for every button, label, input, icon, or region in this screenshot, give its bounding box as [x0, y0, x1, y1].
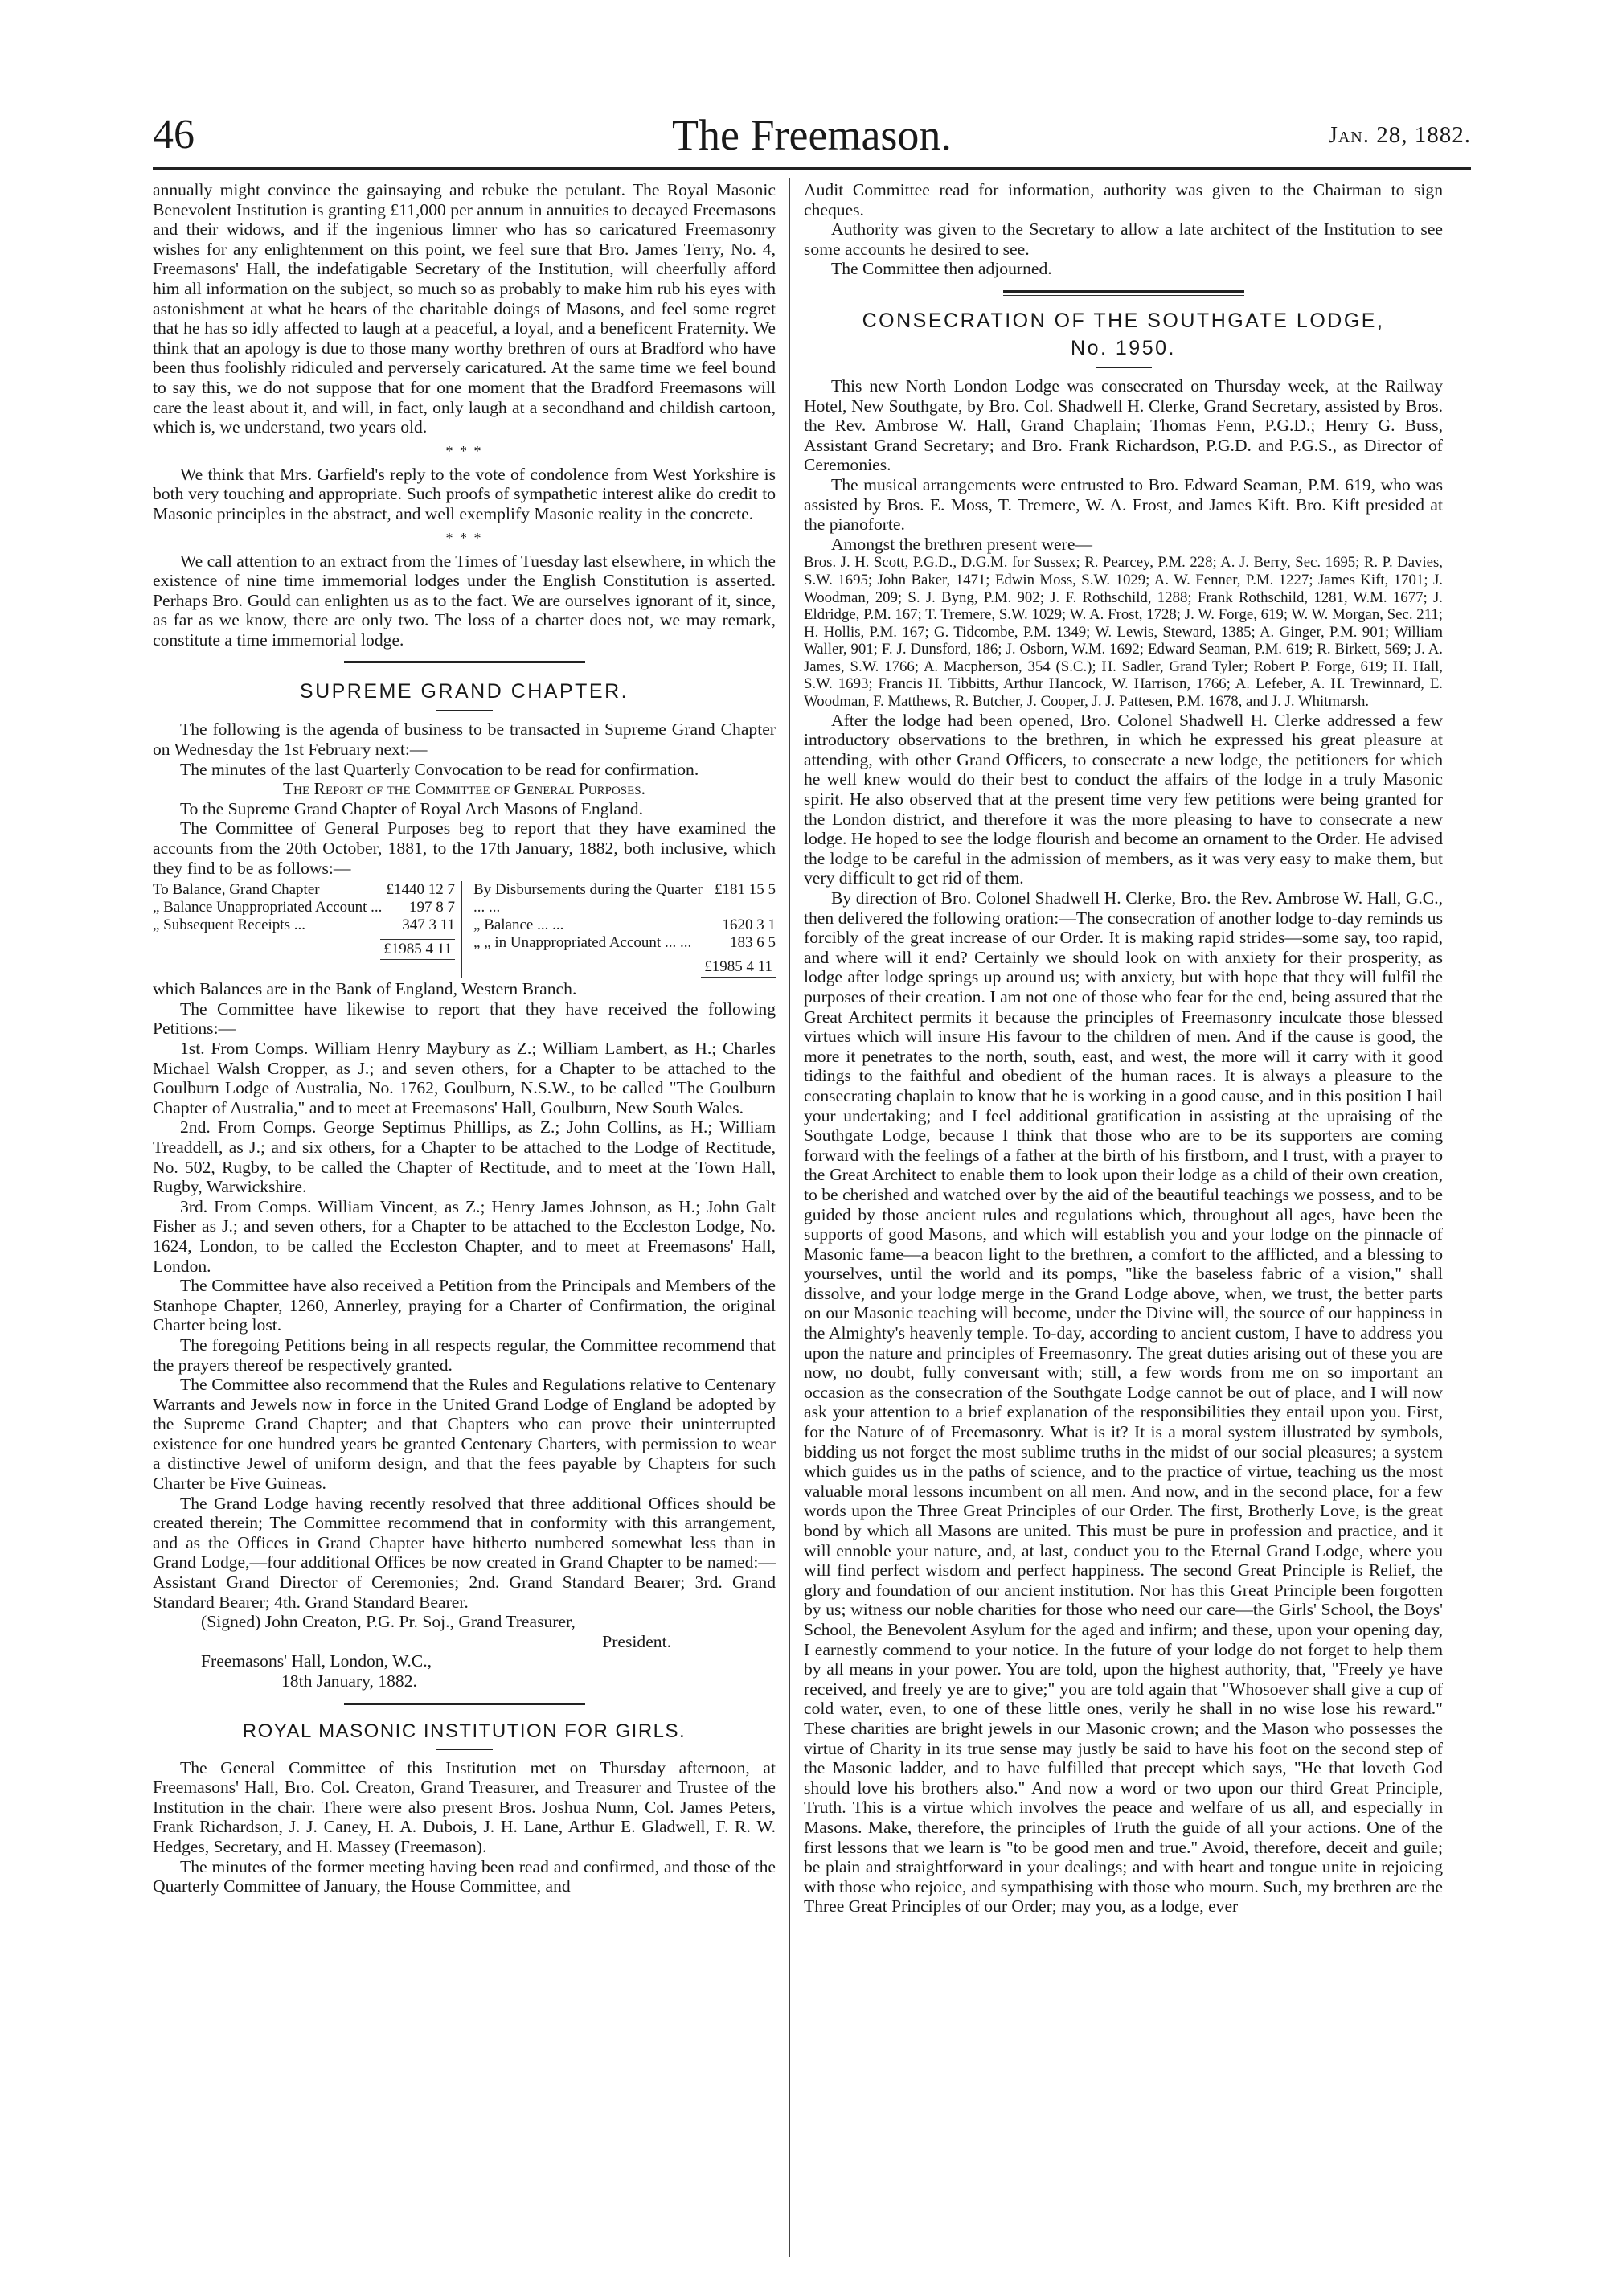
article-paragraph: Authority was given to the Secretary to allow a late architect of the Institution to see some accounts he desired to see.	[804, 219, 1443, 259]
article-paragraph: The Committee have also received a Petition from the Principals and Members of the Stanhope Chapter, 1260, Annerley, praying for a Charter of Confirmation, the original Charter being lost.	[153, 1276, 776, 1335]
signature-line: Freemasons' Hall, London, W.C.,	[201, 1651, 432, 1671]
article-paragraph: The musical arrangements were entrusted to Bro. Edward Seaman, P.M. 619, who was assisted by Bros. E. Moss, T. Tremere, W. A. Frost, and James Kift. Bro. Kift presided at the pianoforte.	[804, 474, 1443, 535]
signature-line: President.	[602, 1631, 671, 1651]
article-paragraph: The foregoing Petitions being in all respects regular, the Committee recommend that the prayers thereof be respectively granted.	[153, 1335, 776, 1375]
article-paragraph: To the Supreme Grand Chapter of Royal Arch Masons of England.	[180, 798, 643, 818]
accounts-total: £1985 4 11	[153, 939, 455, 960]
heading-rule	[344, 1703, 585, 1708]
article-paragraph: The minutes of the last Quarterly Convocation to be read for confirmation.	[180, 759, 699, 779]
accounts-row: To Balance, Grand Chapter £1440 12 7	[153, 881, 455, 899]
signature-block	[153, 1612, 776, 1691]
accounts-row: „ „ in Unappropriated Account ... ... 183 6 5	[473, 934, 776, 952]
report-title: The Report of the Committee of General Purposes.	[282, 779, 646, 799]
left-column	[153, 180, 776, 2262]
signature-line: (Signed) John Creaton, P.G. Pr. Soj., Grand Treasurer,	[201, 1612, 576, 1632]
accounts-row: By Disbursements during the Quarter ... ... £181 15 5	[473, 881, 776, 916]
column-divider	[789, 178, 790, 2257]
article-paragraph: annually might convince the gainsaying and rebuke the petulant. The Royal Masonic Benevolent Institution is granting £11,000 per annum in annuities to decayed Freemasons and their widows, and if the ingenious limner who has so caricatured Freemasonry wishes for any enlightenment on this point, we feel sure that Bro. James Terry, No. 4, Freemasons' Hall, the indefatigable Secretary of the Institution, will cheerfully afford him all information on the subject, so much so as probably to make him rub his eyes with astonishment at what he hears of the charitable doings of Masons, and feel some regret that he has so idly affected to laugh at a peaceful, a loyal, and a beneficent Fraternity. We think that an apology is due to those many worthy brethren of ours at Bradford who have been thus foolishly ridiculed and perversely caricatured. At the same time we feel bound to say this, we do not suppose that for one moment that the Bradford Freemasons will care the least about it, and will, in fact, only laugh at a secondhand and childish cartoon, which is, we understand, two years old.	[153, 180, 776, 437]
signature-line: 18th January, 1882.	[281, 1671, 417, 1691]
accounts-row: „ Balance ... ... 1620 3 1	[473, 916, 776, 934]
heading-consecration-southgate: CONSECRATION OF THE SOUTHGATE LODGE,	[862, 309, 1385, 332]
publication-title: The Freemason.	[672, 111, 952, 159]
masthead	[153, 111, 1471, 167]
petition-paragraph: 2nd. From Comps. George Septimus Phillips, as Z.; John Collins, as H.; William Treaddell, as J.; and six others, for a Chapter to be attached to the Lodge of Rectitude, No. 502, Rugby, to be called the Chapter of Rectitude, and to meet at the Town Hall, Rugby, Warwickshire.	[153, 1117, 776, 1197]
heading-royal-masonic-institution-girls: ROYAL MASONIC INSTITUTION FOR GIRLS.	[242, 1720, 686, 1742]
heading-underline	[436, 710, 493, 711]
accounts-total: £1985 4 11	[473, 957, 776, 978]
masthead-rule	[153, 167, 1471, 170]
accounts-disbursements	[462, 881, 776, 978]
accounts-row: „ Balance Unappropriated Account ... 197 8 7	[153, 899, 455, 916]
article-paragraph: The Committee also recommend that the Rules and Regulations relative to Centenary Warrants and Jewels now in force in the United Grand Lodge of England be adopted by the Supreme Grand Chapter; and that Chapters who can prove their uninterrupted existence for one hundred years be granted Centenary Charters, with permission to wear a distinctive Jewel of uniform design, and that the fees payable by Chapters for such Charter be Five Guineas.	[153, 1375, 776, 1494]
petition-paragraph: 3rd. From Comps. William Vincent, as Z.; Henry James Johnson, as H.; John Galt Fisher as J.; and seven others, for a Chapter to be attached to the Eccleston Lodge, No. 1624, London, to be called the Eccleston Chapter, and to meet at Freemasons' Hall, London.	[153, 1196, 776, 1276]
heading-rule	[344, 661, 585, 666]
accounts-receipts	[153, 881, 462, 978]
heading-underline	[1096, 367, 1152, 368]
article-paragraph: The Committee have likewise to report that they have received the following Petitions:—	[153, 998, 776, 1039]
article-paragraph: which Balances are in the Bank of England, Western Branch.	[153, 979, 577, 999]
section-stars: * * *	[445, 529, 483, 546]
page-number: 46	[153, 112, 195, 158]
issue-date: Jan. 28, 1882.	[1328, 122, 1471, 148]
section-stars: * * *	[445, 442, 483, 459]
article-paragraph: The Committee of General Purposes beg to report that they have examined the accounts from the 20th October, 1881, to the 17th January, 1882, both inclusive, which they find to be as follows:—	[153, 818, 776, 878]
article-paragraph: The Committee then adjourned.	[831, 259, 1052, 279]
accounts-table	[153, 881, 776, 978]
attendees-list: Bros. J. H. Scott, P.G.D., D.G.M. for Sussex; R. Pearcey, P.M. 228; A. J. Berry, Sec. 1695; R. P. Davies, S.W. 1695; John Baker, 1471; Edwin Moss, S.W. 1029; A. W. Fenner, P.M. 1227; James Kift, 1701; J. Woodman, 209; S. J. Byng, P.M. 902; J. F. Rothschild, 1288; Frank Rothschild, 1281, W.M. 1677; J. Eldridge, P.M. 167; T. Tremere, S.W. 1029; W. A. Frost, 1728; J. W. Forge, 619; W. W. Morgan, Sec. 211; H. Hollis, P.M. 167; G. Tidcombe, P.M. 1349; W. Lewis, Steward, 1385; A. Ginger, P.M. 901; William Waller, 901; F. J. Dunsford, 186; J. Osborn, W.M. 1692; Edward Seaman, P.M. 619; R. Birkett, 569; J. A. James, S.W. 1766; A. Macpherson, 354 (S.C.); H. Sadler, Grand Tyler; Robert P. Forge, 619; H. Hall, S.W. 1693; Francis H. Tibbitts, Arthur Hancock, W. Harrison, 1766; A. Lefeber, A. H. Trewinnard, E. Woodman, F. Matthews, R. Butcher, J. Cooper, J. J. Pattesen, P.M. 1678, and J. J. Whitmarsh.	[804, 554, 1443, 711]
article-paragraph: Amongst the brethren present were—	[831, 534, 1093, 554]
heading-supreme-grand-chapter: SUPREME GRAND CHAPTER.	[299, 680, 629, 703]
article-paragraph: We call attention to an extract from the Times of Tuesday last elsewhere, in which the existence of nine time immemorial lodges under the English Constitution is asserted. Perhaps Bro. Gould can enlighten us as to the fact. We are ourselves ignorant of it, since, as far as we know, there are only two. The loss of a charter does not, we may remark, constitute a time immemorial lodge.	[153, 551, 776, 650]
article-paragraph: The following is the agenda of business to be transacted in Supreme Grand Chapter on Wednesday the 1st February next:—	[153, 720, 776, 760]
article-paragraph: This new North London Lodge was consecrated on Thursday week, at the Railway Hotel, New Southgate, by Bro. Col. Shadwell H. Clerke, Grand Secretary, assisted by Bros. the Rev. Ambrose W. Hall, Grand Chaplain; Thomas Fenn, P.G.D.; Henry G. Buss, Assistant Grand Secretary; and Bro. Frank Richardson, P.G.D. and P.G.S., as Director of Ceremonies.	[804, 375, 1443, 475]
article-paragraph: The General Committee of this Institution met on Thursday afternoon, at Freemasons' Hall, Bro. Col. Creaton, Grand Treasurer, and Treasurer and Trustee of the Institution in the chair. There were also present Bros. Joshua Nunn, Col. James Peters, Frank Richardson, J. J. Caney, H. A. Dubois, J. H. Lane, Arthur E. Gladwell, F. R. W. Hedges, Secretary, and H. Massey (Freemason).	[153, 1757, 776, 1856]
article-paragraph: We think that Mrs. Garfield's reply to the vote of condolence from West Yorkshire is both very touching and appropriate. Such proofs of sympathetic interest alike do credit to Masonic principles in the abstract, and well exemplify Masonic reality in the concrete.	[153, 464, 776, 523]
article-paragraph: After the lodge had been opened, Bro. Colonel Shadwell H. Clerke addressed a few introductory observations to the brethren, in which he expressed his great pleasure at attending, with other Grand Officers, to consecrate a new lodge, the petitioners for which he well knew would do their best to conduct the affairs of the lodge in a truly Masonic spirit. He also observed that at the present time very few petitions were being granted for the London district, and therefore it was the more pleasing to have to consecrate a new lodge. He hoped to see the lodge flourish and become an ornament to the Order. He advised the lodge to be careful in the admission of members, as it was very easy to make them, but very difficult to get rid of them.	[804, 710, 1443, 888]
article-paragraph: The Grand Lodge having recently resolved that three additional Offices should be created therein; The Committee recommend that in conformity with this arrangement, and as the Offices in Grand Chapter have hitherto numbered somewhat less than in Grand Lodge,—four additional Offices be now created in Grand Chapter to be named:—Assistant Grand Director of Ceremonies; 2nd. Grand Standard Bearer; 3rd. Grand Standard Bearer; 4th. Grand Standard Bearer.	[153, 1493, 776, 1612]
heading-underline	[436, 1749, 493, 1750]
article-paragraph: Audit Committee read for information, authority was given to the Chairman to sign cheques.	[804, 180, 1443, 219]
heading-lodge-number: No. 1950.	[1071, 336, 1176, 359]
article-paragraph: The minutes of the former meeting having been read and confirmed, and those of the Quarterly Committee of January, the House Committee, and	[153, 1856, 776, 1896]
heading-rule	[1003, 290, 1244, 296]
accounts-row: „ Subsequent Receipts ... 347 3 11	[153, 916, 455, 934]
oration-paragraph: By direction of Bro. Colonel Shadwell H. Clerke, Bro. the Rev. Ambrose W. Hall, G.C., then delivered the following oration:—The consecration of another lodge to-day reminds us forcibly of the great increase of our Order. It is making rapid strides—some say, too rapid, and where will it end? Certainly we should look on with anxiety for their prosperity, as lodge after lodge springs up around us; with anxiety, but with hope that they will fulfil the purposes of their creation. I am not one of those who fear for the end, being assured that the Great Architect permits it because the principles of Freemasonry inculcate those blessed virtues which will insure His favour to the children of men. And if the cause is good, the more it penetrates to the north, south, east, and west, the more will it carry with it good tidings to the faithful and obedient of the human races. It is always a pleasure to the consecrating chaplain to know that he is working in a good cause, and in this position I hail your undertaking; and I feel additional gratification in assisting at the upraising of the Southgate Lodge, because I think that those who are to be its supporters are coming forward with the feelings of a father at the birth of his firstborn, and I trust, with a prayer to the Great Architect to enable them to look upon their lodge as a child of their own creation, to be cherished and watched over by the aid of the beautiful teachings we possess, and to be guided by those ancient rules and regulations which, throughout all ages, have been the supports of good Masons, and which will establish you and your lodge on the pinnacle of Masonic fame—a beacon light to the brethren, a comfort to the afflicted, and a blessing to yourselves, until the world and its pomps, "like the baseless fabric of a vision," shall dissolve, and your lodge merge in the Grand Lodge above, when, we trust, the better parts on our Masonic teaching will become, under the Divine will, the source of our happiness in the Almighty's heavenly temple. To-day, according to ancient custom, I have to address you upon the nature and principles of Freemasonry. The great duties arising out of these you are now, no doubt, fully conversant with; still, a few words from me on so important an occasion as the consecration of the Southgate Lodge cannot be out of place, and I will now ask your attention to a brief explanation of the responsibilities they entail upon you. First, for the Nature of of Freemasonry. What is it? It is a moral system illustrated by symbols, bidding us not forget the most sublime truths in the midst of our social pleasures; a system which guides us in the paths of science, and to the practice of virtue, teaching us the most valuable moral lessons incumbent on all men. And now, and in the second place, for a few words upon the Three Great Principles of our Order. The first, Brotherly Love, is the great bond by which all Masons are united. This must be pure in profession and practice, and it will ennoble your nature, and, at last, conduct you to the Eternal Grand Lodge, where you will find perfect wisdom and perfect happiness. The second Great Principle is Relief, the glory and foundation of our ancient institution. Nor has this Great Principle been forgotten by us; witness our noble charities for those who need our care—the Girls' School, the Boys' School, the Benevolent Asylum for the aged and infirm; and these, upon your opening day, I earnestly commend to your notice. In the future of your lodge do not forget to help them by all means in your power. You are told, upon the highest authority, that, "Freely ye have received, and freely ye are to give;" you are told again that "Whosoever shall give a cup of cold water, even, to one of these little ones, verily he shall in no wise lose his reward." These charities are bright jewels in our Masonic crown; and the Mason who possesses the virtue of Charity in its true sense may justly be said to have his foot on the second step of the Masonic ladder, and to have fulfilled that precept which says, "He that loveth God should love his brothers also." And now a word or two upon our third Great Principle, Truth. This is a virtue which involves the peace and welfare of us all, and especially in Masons. Make, therefore, the principles of Truth the guide of all your actions. One of the first lessons that we learn is "to be good men and true." Avoid, therefore, deceit and guile; be plain and straightforward in your dealings; and with heart and tongue unite in rejoicing with those who rejoice, and sympathising with those who mourn. Such, my brethren are the Three Great Principles of our Order; may you, as a lodge, ever	[804, 888, 1443, 1917]
right-column	[804, 180, 1443, 2262]
petition-paragraph: 1st. From Comps. William Henry Maybury as Z.; William Lambert, as H.; Charles Michael Walsh Cropper, as J.; and seven others, for a Chapter to be attached to the Goulburn Lodge of Australia, No. 1762, Goulburn, N.S.W., to be called "The Goulburn Chapter of Australia," and to meet at Freemasons' Hall, Goulburn, New South Wales.	[153, 1039, 776, 1117]
